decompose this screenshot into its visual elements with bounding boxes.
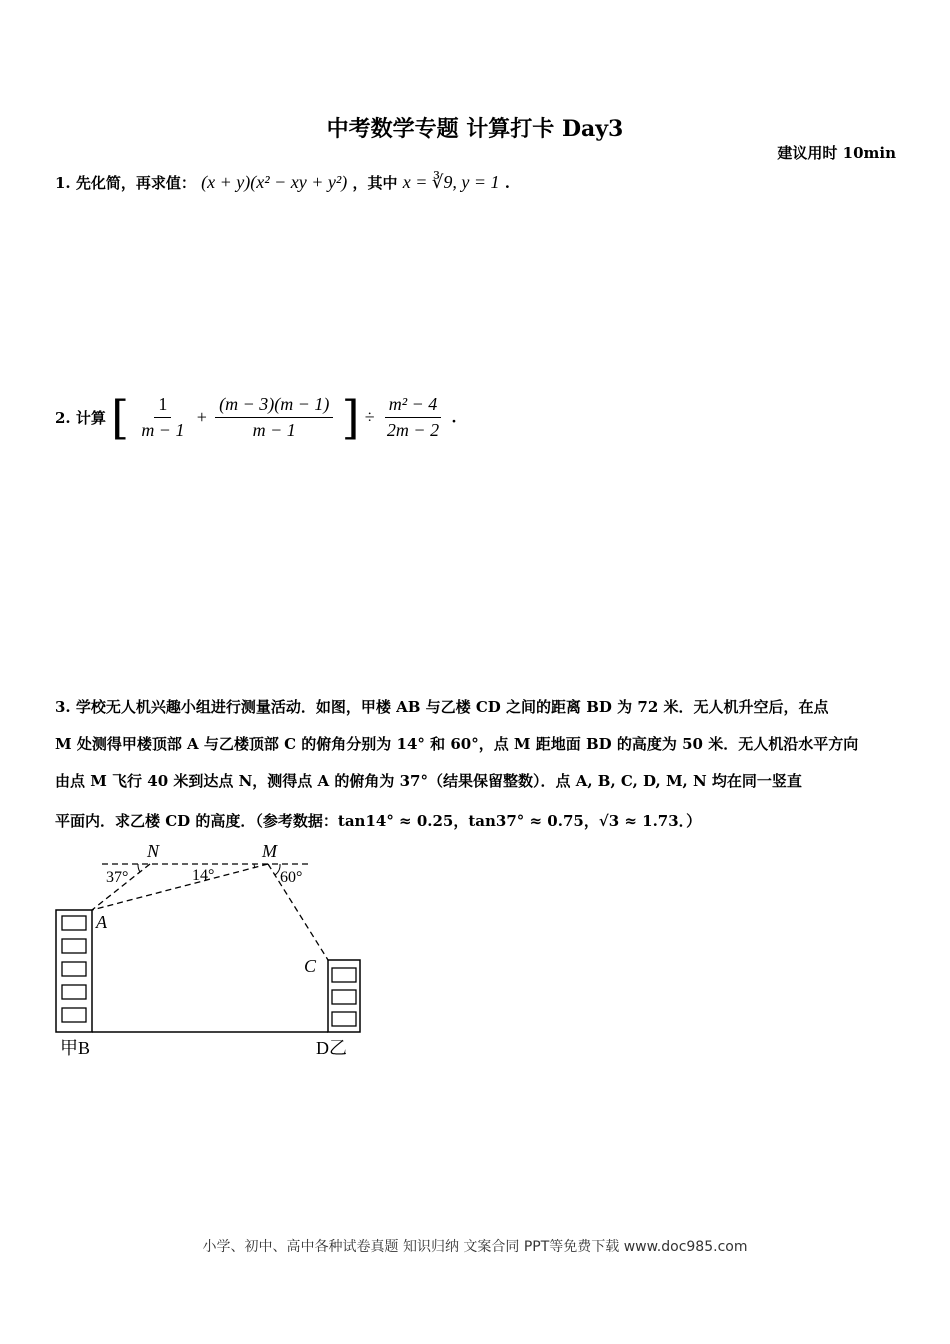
- arc-37: [138, 864, 140, 872]
- building-cd: [328, 960, 360, 1032]
- q2-end: .: [451, 408, 457, 427]
- right-bracket: ]: [341, 390, 360, 445]
- label-d: D乙: [316, 1038, 347, 1058]
- window: [62, 916, 86, 930]
- q2-plus: +: [196, 407, 207, 427]
- window: [332, 968, 356, 982]
- label-c: C: [304, 956, 317, 976]
- question-3-line-1: 3. 学校无人机兴趣小组进行测量活动．如图，甲楼 AB 与乙楼 CD 之间的距离 BD 为 72 米．无人机升空后，在点: [55, 698, 829, 716]
- q2-frac2-num: (m − 3)(m − 1): [215, 394, 333, 418]
- suggested-time: 建议用时 10min: [777, 144, 896, 162]
- q2-frac2-den: m − 1: [252, 420, 296, 440]
- q1-prefix: 1. 先化简，再求值：: [55, 174, 196, 192]
- q2-divide: ÷: [364, 407, 375, 427]
- label-b: 甲B: [60, 1038, 91, 1058]
- q2-frac1-den: m − 1: [141, 420, 185, 440]
- q2-prefix: 2. 计算: [55, 409, 106, 427]
- window: [332, 990, 356, 1004]
- question-3-line-2: M 处测得甲楼顶部 A 与乙楼顶部 C 的俯角分别为 14° 和 60°，点 M 距地面 BD 的高度为 50 米．无人机沿水平方向: [55, 735, 859, 753]
- angle-60: 60°: [280, 869, 303, 886]
- q2-frac3-num: m² − 4: [385, 394, 442, 418]
- label-a: A: [96, 912, 107, 932]
- page-title: 中考数学专题 计算打卡 Day3: [326, 116, 624, 142]
- q2-fraction-3: [383, 394, 443, 441]
- q1-condition: x = ∛9, y = 1: [402, 172, 500, 192]
- angle-14: 14°: [192, 867, 215, 884]
- left-bracket: [: [111, 390, 130, 445]
- question-1: [55, 172, 510, 193]
- window: [332, 1012, 356, 1026]
- q2-frac3-den: 2m − 2: [386, 420, 440, 440]
- label-n: N: [147, 841, 160, 861]
- footer-text: 小学、初中、高中各种试卷真题 知识归纳 文案合同 PPT等免费下载 www.doc985.com: [202, 1239, 748, 1255]
- window: [62, 985, 86, 999]
- q2-fraction-2: [215, 394, 333, 441]
- question-3-line-4: 平面内．求乙楼 CD 的高度．（参考数据：tan14° ≈ 0.25，tan37° ≈ 0.75，√3 ≈ 1.73．）: [55, 812, 702, 830]
- building-drone-figure: [40, 838, 380, 1068]
- q1-end: .: [504, 174, 510, 192]
- window: [62, 1008, 86, 1022]
- q1-expression: (x + y)(x² − xy + y²): [201, 172, 348, 192]
- angle-37: 37°: [106, 869, 129, 886]
- q2-frac1-num: 1: [154, 394, 171, 418]
- window: [62, 962, 86, 976]
- question-2: [55, 390, 457, 445]
- label-m: M: [262, 841, 277, 861]
- q1-mid: ，其中: [352, 174, 398, 192]
- q2-fraction-1: [137, 394, 188, 441]
- question-3-line-3: 由点 M 飞行 40 米到达点 N，测得点 A 的俯角为 37°（结果保留整数）．点 A, B, C, D, M, N 均在同一竖直: [55, 772, 802, 790]
- window: [62, 939, 86, 953]
